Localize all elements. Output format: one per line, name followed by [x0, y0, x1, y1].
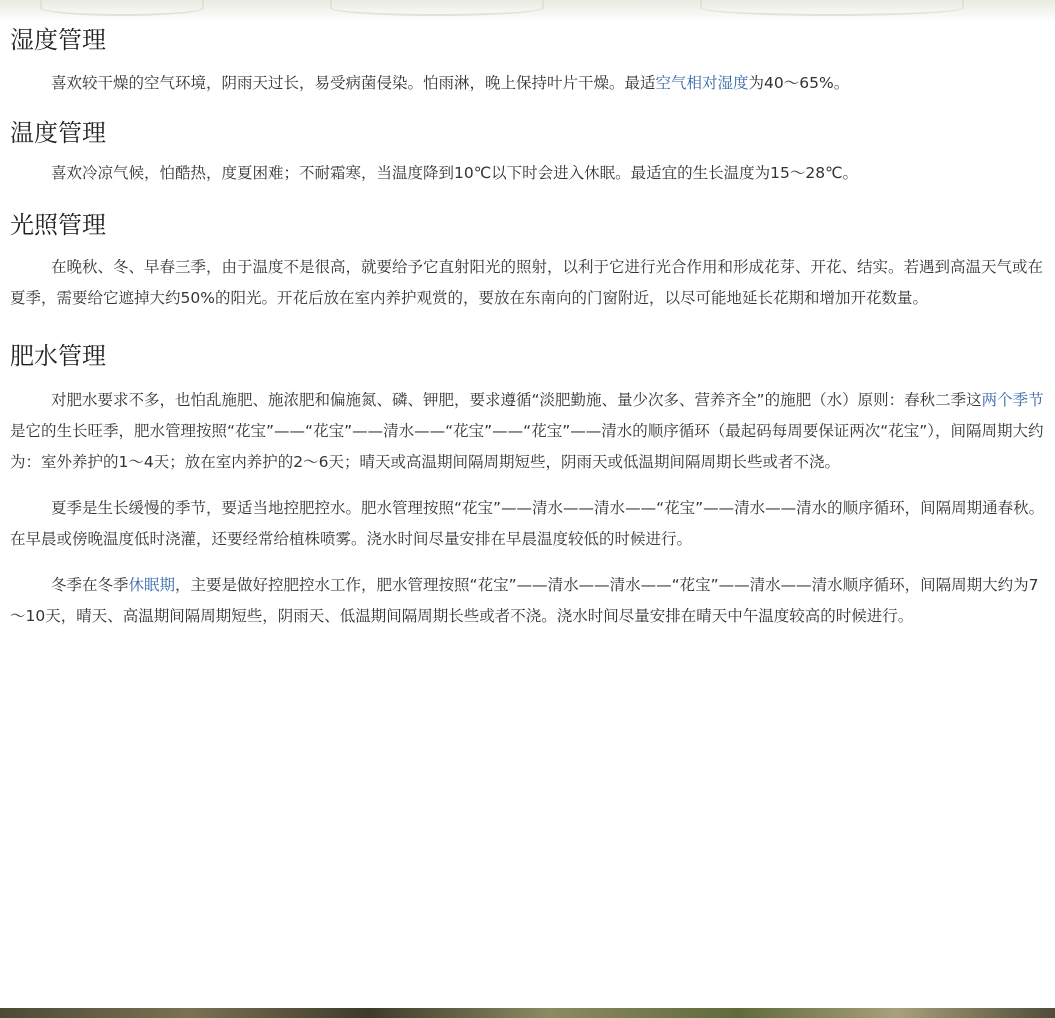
paragraph-summer: 夏季是生长缓慢的季节，要适当地控肥控水。肥水管理按照“花宝”——清水——清水——“花宝”——清水——清水的顺序循环，间隔周期通春秋。在早晨或傍晚温度低时浇灌，还要经常给植株喷雾。浇水时间尽量安排在早晨温度较低的时候进行。 — [10, 499, 1045, 548]
link-dormancy-period[interactable]: 休眠期 — [128, 576, 176, 594]
section-temperature — [10, 113, 1053, 189]
paragraph-text: 为40～65%。 — [748, 74, 850, 92]
section-title-humidity: 湿度管理 — [10, 26, 106, 54]
banner-decoration — [700, 0, 964, 16]
paragraph-humidity — [10, 68, 1053, 99]
bottom-image-strip — [0, 1008, 1055, 1018]
paragraph-text: 冬季在冬季 — [51, 576, 129, 594]
paragraph-spring-autumn — [10, 385, 1053, 478]
section-title-fertilizer-water: 肥水管理 — [10, 342, 106, 370]
link-two-seasons[interactable]: 两个季节 — [981, 391, 1044, 409]
top-banner-background — [0, 0, 1055, 22]
section-fertilizer-water — [10, 336, 1053, 632]
paragraph-text: ，主要是做好控肥控水工作，肥水管理按照“花宝”——清水——清水——“花宝”——清水——清水顺序循环，间隔周期大约为7～10天，晴天、高温期间隔周期短些，阴雨天、低温期间隔周期长些或者不浇。浇水时间尽量安排在晴天中午温度较高的时候进行。 — [10, 576, 1039, 625]
paragraph-temperature: 喜欢冷凉气候，怕酷热，度夏困难；不耐霜寒，当温度降到10℃以下时会进入休眠。最适宜的生长温度为15～28℃。 — [51, 164, 858, 182]
paragraph-text: 是它的生长旺季，肥水管理按照“花宝”——“花宝”——清水——“花宝”——“花宝”——清水的顺序循环（最起码每周要保证两次“花宝”），间隔周期大约为：室外养护的1～4天；放在室内养护的2～6天；晴天或高温期间隔周期短些，阴雨天或低温期间隔周期长些或者不浇。 — [10, 422, 1044, 471]
paragraph-text: 喜欢较干燥的空气环境，阴雨天过长，易受病菌侵染。怕雨淋，晚上保持叶片干燥。最适 — [51, 74, 656, 92]
banner-decoration — [40, 0, 204, 16]
paragraph-text: 对肥水要求不多，也怕乱施肥、施浓肥和偏施氮、磷、钾肥，要求遵循“淡肥勤施、量少次多、营养齐全”的施肥（水）原则：春秋二季这 — [51, 391, 982, 409]
link-air-relative-humidity[interactable]: 空气相对湿度 — [655, 74, 749, 92]
paragraph-light: 在晚秋、冬、早春三季，由于温度不是很高，就要给予它直射阳光的照射，以利于它进行光合作用和形成花芽、开花、结实。若遇到高温天气或在夏季，需要给它遮掉大约50%的阳光。开花后放在室内养护观赏的，要放在东南向的门窗附近，以尽可能地延长花期和增加开花数量。 — [10, 258, 1044, 307]
paragraph-winter — [10, 570, 1053, 632]
section-light — [10, 205, 1053, 314]
section-title-light: 光照管理 — [10, 211, 106, 239]
section-humidity — [10, 20, 1053, 99]
banner-decoration — [330, 0, 544, 16]
section-title-temperature: 温度管理 — [10, 119, 106, 147]
article-content — [10, 20, 1053, 632]
